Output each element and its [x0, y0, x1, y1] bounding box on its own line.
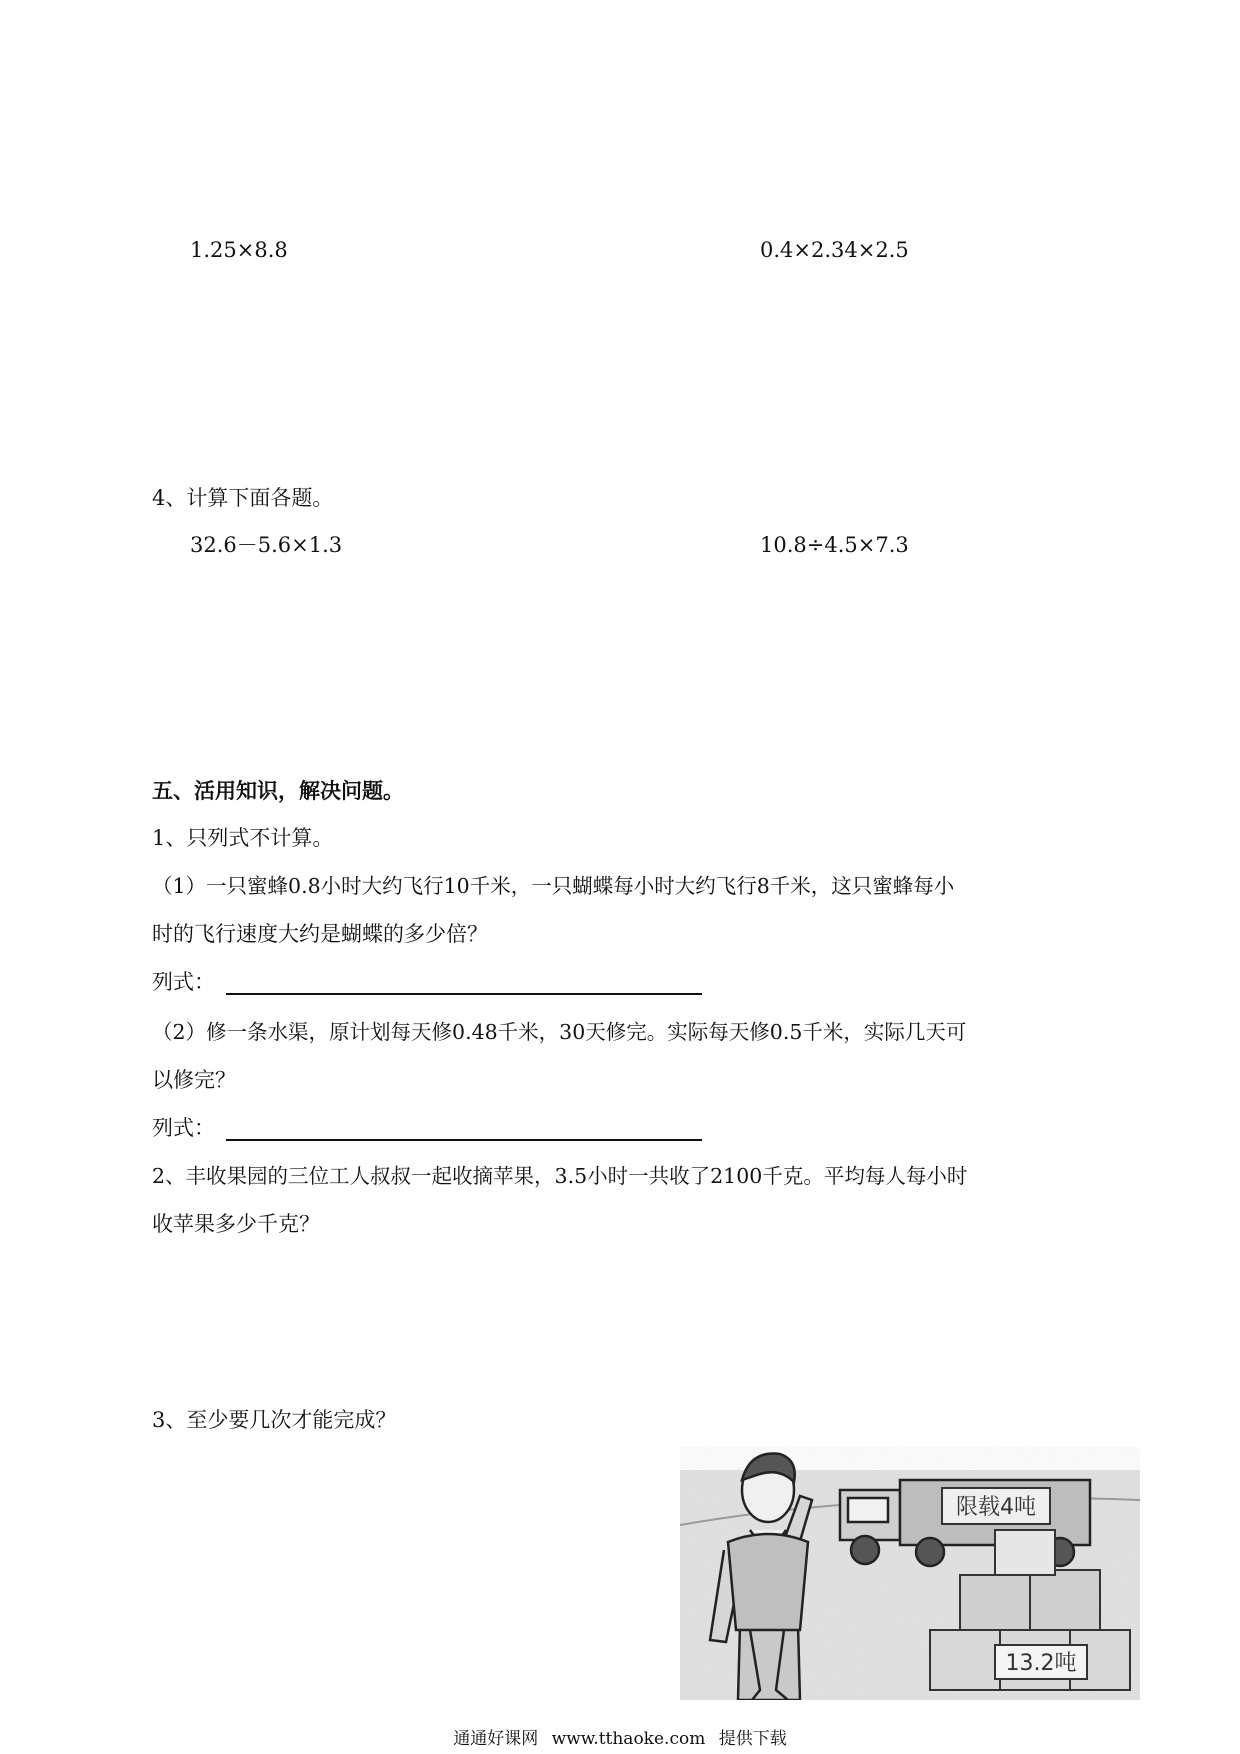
expr-32-6-minus: 32.6－5.6×1.3	[190, 533, 343, 557]
answer-line-1[interactable]	[226, 993, 702, 995]
q1-sub1-line1: （1）一只蜜蜂0.8小时大约飞行10千米，一只蝴蝶每小时大约飞行8千米，这只蜜蜂每小	[152, 874, 955, 898]
q2-line1: 2、丰收果园的三位工人叔叔一起收摘苹果，3.5小时一共收了2100千克。平均每人每小时	[152, 1164, 968, 1188]
answer-label-2: 列式：	[152, 1116, 215, 1140]
section-5-title: 五、活用知识，解决问题。	[152, 778, 404, 803]
boxes-sign-text: 13.2吨	[1005, 1651, 1077, 1676]
q1-label: 1、只列式不计算。	[152, 826, 334, 850]
expr-10-8-div: 10.8÷4.5×7.3	[760, 533, 909, 557]
q1-sub2-line1: （2）修一条水渠，原计划每天修0.48千米，30天修完。实际每天修0.5千米，实际几天可	[152, 1020, 967, 1044]
truck-boxes-illustration	[680, 1430, 1140, 1700]
q1-sub1-line2: 时的飞行速度大约是蝴蝶的多少倍？	[152, 922, 488, 946]
q2-line2: 收苹果多少千克？	[152, 1212, 320, 1236]
q3-line1: 3、至少要几次才能完成？	[152, 1408, 397, 1432]
answer-label-1: 列式：	[152, 970, 215, 994]
answer-line-2[interactable]	[226, 1139, 702, 1141]
page-footer	[0, 1724, 1240, 1749]
truck-sign-text: 限载4吨	[956, 1495, 1036, 1520]
footer-url[interactable]: www.tthaoke.com	[551, 1729, 706, 1749]
expr-0-4x2-34x2-5: 0.4×2.34×2.5	[760, 238, 909, 262]
q1-sub2-line2: 以修完？	[152, 1068, 236, 1092]
expr-1-25x8-8: 1.25×8.8	[190, 238, 288, 262]
question-4-heading: 4、计算下面各题。	[152, 486, 334, 510]
footer-tail: 提供下载	[718, 1729, 787, 1749]
footer-site-name: 通通好课网	[453, 1729, 539, 1749]
